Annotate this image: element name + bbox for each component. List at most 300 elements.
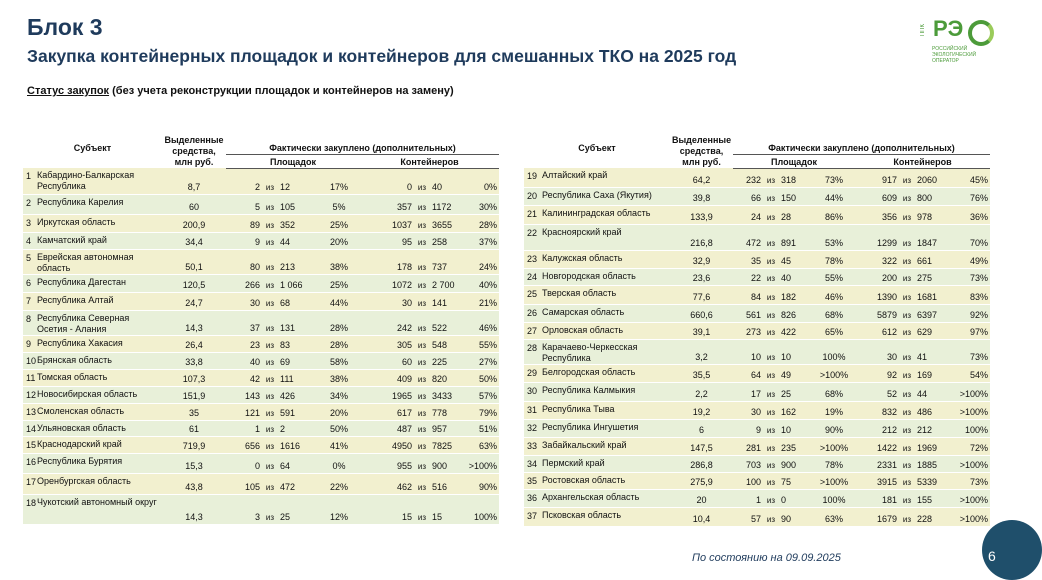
allocated-funds: 3,2: [670, 339, 733, 364]
containers-purchased: 4950: [360, 436, 414, 453]
sites-percent: 25%: [318, 274, 360, 292]
of-label: из: [763, 224, 779, 250]
table-row: [23, 274, 499, 292]
of-label: из: [262, 310, 278, 335]
allocated-funds: 35: [162, 403, 226, 420]
containers-purchased: 1422: [855, 437, 899, 455]
sites-planned: 150: [779, 187, 813, 205]
containers-purchased: 52: [855, 382, 899, 401]
region-name: Оренбургская область: [35, 473, 162, 494]
sites-percent: 19%: [813, 401, 855, 419]
table-row: [524, 187, 990, 205]
sites-planned: 0: [779, 489, 813, 507]
of-label: из: [262, 168, 278, 194]
table-row: [23, 310, 499, 335]
sites-planned: 64: [278, 453, 318, 473]
containers-planned: 486: [915, 401, 949, 419]
sites-planned: 591: [278, 403, 318, 420]
containers-planned: 5339: [915, 472, 949, 489]
sites-planned: 422: [779, 322, 813, 339]
of-label: из: [262, 292, 278, 310]
containers-purchased: 1965: [360, 386, 414, 403]
row-number: 30: [524, 382, 540, 401]
containers-purchased: 30: [360, 292, 414, 310]
containers-percent: 27%: [466, 352, 499, 369]
sites-purchased: 3: [226, 494, 262, 524]
region-name: Республика Хакасия: [35, 335, 162, 352]
sites-percent: 20%: [318, 232, 360, 249]
allocated-funds: 10,4: [670, 507, 733, 526]
sites-purchased: 42: [226, 369, 262, 386]
sites-purchased: 143: [226, 386, 262, 403]
containers-percent: 57%: [466, 386, 499, 403]
region-name: Тверская область: [540, 285, 670, 304]
allocated-funds: 39,1: [670, 322, 733, 339]
of-label: из: [414, 232, 430, 249]
containers-purchased: 1390: [855, 285, 899, 304]
containers-purchased: 357: [360, 194, 414, 214]
sites-planned: 90: [779, 507, 813, 526]
sites-purchased: 281: [733, 437, 763, 455]
table-row: [524, 285, 990, 304]
containers-purchased: 5879: [855, 304, 899, 322]
sites-purchased: 2: [226, 168, 262, 194]
sites-purchased: 30: [226, 292, 262, 310]
of-label: из: [414, 194, 430, 214]
of-label: из: [414, 335, 430, 352]
sites-percent: 17%: [318, 168, 360, 194]
row-number: 32: [524, 419, 540, 437]
sites-percent: 63%: [813, 507, 855, 526]
containers-planned: 1681: [915, 285, 949, 304]
sites-planned: 45: [779, 250, 813, 268]
col-subject: Субъект: [73, 142, 112, 153]
sites-percent: 55%: [813, 268, 855, 285]
containers-percent: 70%: [949, 224, 990, 250]
containers-planned: 41: [915, 339, 949, 364]
row-number: 10: [23, 352, 35, 369]
sites-planned: 40: [779, 268, 813, 285]
row-number: 7: [23, 292, 35, 310]
row-number: 12: [23, 386, 35, 403]
col-sites: Площадок: [226, 154, 360, 168]
containers-purchased: 832: [855, 401, 899, 419]
allocated-funds: 8,7: [162, 168, 226, 194]
of-label: из: [763, 339, 779, 364]
of-label: из: [763, 382, 779, 401]
table-row: [23, 194, 499, 214]
containers-percent: >100%: [949, 401, 990, 419]
sites-percent: 50%: [318, 420, 360, 436]
of-label: из: [899, 339, 915, 364]
containers-percent: >100%: [949, 382, 990, 401]
allocated-funds: 216,8: [670, 224, 733, 250]
row-number: 13: [23, 403, 35, 420]
row-number: 2: [23, 194, 35, 214]
col-containers: Контейнеров: [360, 154, 499, 168]
of-label: из: [763, 285, 779, 304]
row-number: 28: [524, 339, 540, 364]
of-label: из: [899, 250, 915, 268]
containers-planned: 1885: [915, 455, 949, 472]
sites-percent: 100%: [813, 489, 855, 507]
region-name: Республика Саха (Якутия): [540, 187, 670, 205]
sites-purchased: 24: [733, 205, 763, 224]
sites-percent: 22%: [318, 473, 360, 494]
of-label: из: [414, 214, 430, 232]
containers-planned: 44: [915, 382, 949, 401]
table-row: [23, 473, 499, 494]
sites-planned: 111: [278, 369, 318, 386]
containers-purchased: 181: [855, 489, 899, 507]
allocated-funds: 6: [670, 419, 733, 437]
table-row: [524, 205, 990, 224]
containers-percent: 46%: [466, 310, 499, 335]
allocated-funds: 61: [162, 420, 226, 436]
region-name: Калининградская область: [540, 205, 670, 224]
sites-percent: 46%: [813, 285, 855, 304]
row-number: 34: [524, 455, 540, 472]
containers-planned: 978: [915, 205, 949, 224]
sites-percent: 68%: [813, 382, 855, 401]
containers-percent: 83%: [949, 285, 990, 304]
sites-percent: 28%: [318, 335, 360, 352]
of-label: из: [262, 420, 278, 436]
of-label: из: [899, 364, 915, 382]
allocated-funds: 275,9: [670, 472, 733, 489]
containers-planned: 3433: [430, 386, 466, 403]
allocated-funds: 200,9: [162, 214, 226, 232]
containers-percent: 100%: [466, 494, 499, 524]
containers-planned: 661: [915, 250, 949, 268]
allocated-funds: 15,3: [162, 453, 226, 473]
logo-ring-icon: [968, 20, 994, 46]
region-name: Томская область: [35, 369, 162, 386]
sites-purchased: 23: [226, 335, 262, 352]
sites-planned: 2: [278, 420, 318, 436]
containers-purchased: 95: [360, 232, 414, 249]
of-label: из: [262, 386, 278, 403]
status-caption: [27, 85, 454, 97]
sites-percent: 41%: [318, 436, 360, 453]
region-name: Орловская область: [540, 322, 670, 339]
table-row: [524, 168, 990, 187]
sites-purchased: 273: [733, 322, 763, 339]
row-number: 15: [23, 436, 35, 453]
table-row: [23, 453, 499, 473]
allocated-funds: 660,6: [670, 304, 733, 322]
of-label: из: [414, 453, 430, 473]
containers-percent: >100%: [466, 453, 499, 473]
sites-purchased: 656: [226, 436, 262, 453]
sites-percent: 44%: [813, 187, 855, 205]
region-name: Брянская область: [35, 352, 162, 369]
allocated-funds: 64,2: [670, 168, 733, 187]
containers-purchased: 30: [855, 339, 899, 364]
col-allocated: Выделенные средства, млн руб.: [164, 135, 224, 167]
region-name: Республика Алтай: [35, 292, 162, 310]
containers-purchased: 609: [855, 187, 899, 205]
sites-percent: 38%: [318, 369, 360, 386]
row-number: 21: [524, 205, 540, 224]
containers-percent: 73%: [949, 339, 990, 364]
sites-planned: 25: [779, 382, 813, 401]
of-label: из: [899, 205, 915, 224]
logo-brand: РЭ: [933, 16, 964, 41]
of-label: из: [763, 489, 779, 507]
containers-purchased: 15: [360, 494, 414, 524]
sites-purchased: 84: [733, 285, 763, 304]
table-row: [23, 335, 499, 352]
allocated-funds: 719,9: [162, 436, 226, 453]
block-title: Блок 3: [27, 14, 103, 40]
allocated-funds: 50,1: [162, 249, 226, 274]
containers-planned: 3655: [430, 214, 466, 232]
region-name: Карачаево-Черкесская Республика: [540, 339, 670, 364]
containers-purchased: 305: [360, 335, 414, 352]
logo-ppk: ППК: [920, 24, 926, 37]
containers-percent: >100%: [949, 455, 990, 472]
of-label: из: [763, 304, 779, 322]
of-label: из: [763, 322, 779, 339]
region-name: Самарская область: [540, 304, 670, 322]
containers-percent: 90%: [466, 473, 499, 494]
table-row: [524, 455, 990, 472]
containers-purchased: 200: [855, 268, 899, 285]
containers-purchased: 3915: [855, 472, 899, 489]
sites-planned: 318: [779, 168, 813, 187]
allocated-funds: 19,2: [670, 401, 733, 419]
containers-percent: 37%: [466, 232, 499, 249]
containers-planned: 212: [915, 419, 949, 437]
sites-purchased: 472: [733, 224, 763, 250]
table-row: [524, 224, 990, 250]
allocated-funds: 23,6: [670, 268, 733, 285]
of-label: из: [899, 507, 915, 526]
reo-logo: [918, 16, 998, 76]
sites-percent: 5%: [318, 194, 360, 214]
region-name: Смоленская область: [35, 403, 162, 420]
sites-percent: 12%: [318, 494, 360, 524]
containers-purchased: 1037: [360, 214, 414, 232]
allocated-funds: 286,8: [670, 455, 733, 472]
containers-percent: 73%: [949, 268, 990, 285]
of-label: из: [763, 168, 779, 187]
of-label: из: [262, 335, 278, 352]
sites-percent: 34%: [318, 386, 360, 403]
sites-percent: 38%: [318, 249, 360, 274]
of-label: из: [899, 268, 915, 285]
table-row: [524, 382, 990, 401]
sites-purchased: 703: [733, 455, 763, 472]
containers-percent: 0%: [466, 168, 499, 194]
sites-purchased: 64: [733, 364, 763, 382]
of-label: из: [899, 437, 915, 455]
row-number: 5: [23, 249, 35, 274]
region-name: Красноярский край: [540, 224, 670, 250]
of-label: из: [414, 274, 430, 292]
sites-planned: 213: [278, 249, 318, 274]
allocated-funds: 34,4: [162, 232, 226, 249]
containers-percent: 21%: [466, 292, 499, 310]
containers-percent: 73%: [949, 472, 990, 489]
region-name: Республика Северная Осетия - Алания: [35, 310, 162, 335]
sites-planned: 426: [278, 386, 318, 403]
of-label: из: [414, 386, 430, 403]
of-label: из: [262, 494, 278, 524]
region-name: Новгородская область: [540, 268, 670, 285]
sites-planned: 182: [779, 285, 813, 304]
table-row: [23, 494, 499, 524]
allocated-funds: 14,3: [162, 310, 226, 335]
allocated-funds: 77,6: [670, 285, 733, 304]
of-label: из: [899, 285, 915, 304]
containers-planned: 155: [915, 489, 949, 507]
allocated-funds: 24,7: [162, 292, 226, 310]
of-label: из: [763, 187, 779, 205]
sites-planned: 1 066: [278, 274, 318, 292]
sites-planned: 826: [779, 304, 813, 322]
table-row: [524, 268, 990, 285]
table-row: [23, 232, 499, 249]
region-name: Республика Тыва: [540, 401, 670, 419]
region-name: Ростовская область: [540, 472, 670, 489]
containers-percent: 30%: [466, 194, 499, 214]
row-number: 1: [23, 168, 35, 194]
containers-planned: 228: [915, 507, 949, 526]
of-label: из: [899, 455, 915, 472]
table-row: [23, 403, 499, 420]
row-number: 25: [524, 285, 540, 304]
status-lead: Статус закупок: [27, 85, 110, 97]
sites-planned: 105: [278, 194, 318, 214]
sites-purchased: 22: [733, 268, 763, 285]
containers-planned: 737: [430, 249, 466, 274]
of-label: из: [262, 232, 278, 249]
sites-percent: >100%: [813, 364, 855, 382]
containers-purchased: 322: [855, 250, 899, 268]
region-name: Республика Калмыкия: [540, 382, 670, 401]
containers-planned: 1847: [915, 224, 949, 250]
of-label: из: [899, 322, 915, 339]
sites-purchased: 121: [226, 403, 262, 420]
table-row: [23, 249, 499, 274]
sites-percent: 100%: [813, 339, 855, 364]
page-number-badge: [982, 520, 1042, 580]
sites-planned: 25: [278, 494, 318, 524]
allocated-funds: 120,5: [162, 274, 226, 292]
sites-planned: 28: [779, 205, 813, 224]
sites-percent: 73%: [813, 168, 855, 187]
sites-planned: 162: [779, 401, 813, 419]
sites-planned: 12: [278, 168, 318, 194]
row-number: 14: [23, 420, 35, 436]
of-label: из: [262, 473, 278, 494]
of-label: из: [414, 436, 430, 453]
sites-planned: 49: [779, 364, 813, 382]
region-name: Краснодарский край: [35, 436, 162, 453]
containers-percent: >100%: [949, 507, 990, 526]
sites-percent: 53%: [813, 224, 855, 250]
table-row: [524, 364, 990, 382]
sites-purchased: 9: [226, 232, 262, 249]
row-number: 35: [524, 472, 540, 489]
of-label: из: [414, 369, 430, 386]
page-number: 6: [988, 548, 996, 564]
containers-planned: 141: [430, 292, 466, 310]
region-name: Архангельская область: [540, 489, 670, 507]
region-name: Еврейская автономная область: [35, 249, 162, 274]
sites-planned: 69: [278, 352, 318, 369]
row-number: 11: [23, 369, 35, 386]
sites-planned: 68: [278, 292, 318, 310]
of-label: из: [763, 250, 779, 268]
allocated-funds: 147,5: [670, 437, 733, 455]
table-row: [524, 489, 990, 507]
of-label: из: [899, 401, 915, 419]
sites-percent: 0%: [318, 453, 360, 473]
row-number: 23: [524, 250, 540, 268]
containers-planned: 169: [915, 364, 949, 382]
row-number: 36: [524, 489, 540, 507]
of-label: из: [262, 453, 278, 473]
row-number: 29: [524, 364, 540, 382]
col-purchased: Фактически закуплено (дополнительных): [269, 142, 456, 153]
sites-planned: 900: [779, 455, 813, 472]
containers-percent: 28%: [466, 214, 499, 232]
table-row: [23, 386, 499, 403]
containers-purchased: 242: [360, 310, 414, 335]
row-number: 19: [524, 168, 540, 187]
sites-percent: 65%: [813, 322, 855, 339]
region-name: Республика Дагестан: [35, 274, 162, 292]
of-label: из: [899, 382, 915, 401]
containers-purchased: 1679: [855, 507, 899, 526]
table-row: [23, 292, 499, 310]
containers-planned: 522: [430, 310, 466, 335]
region-name: Новосибирская область: [35, 386, 162, 403]
of-label: из: [899, 304, 915, 322]
sites-planned: 891: [779, 224, 813, 250]
containers-purchased: 60: [360, 352, 414, 369]
row-number: 17: [23, 473, 35, 494]
containers-percent: 92%: [949, 304, 990, 322]
of-label: из: [763, 507, 779, 526]
row-number: 33: [524, 437, 540, 455]
sites-purchased: 1: [226, 420, 262, 436]
sites-percent: 20%: [318, 403, 360, 420]
containers-planned: 15: [430, 494, 466, 524]
of-label: из: [262, 403, 278, 420]
sites-percent: 86%: [813, 205, 855, 224]
containers-planned: 548: [430, 335, 466, 352]
containers-percent: >100%: [949, 489, 990, 507]
sites-purchased: 30: [733, 401, 763, 419]
sites-purchased: 5: [226, 194, 262, 214]
containers-purchased: 409: [360, 369, 414, 386]
sites-percent: 25%: [318, 214, 360, 232]
of-label: из: [899, 224, 915, 250]
containers-percent: 79%: [466, 403, 499, 420]
of-label: из: [899, 472, 915, 489]
containers-percent: 49%: [949, 250, 990, 268]
of-label: из: [763, 437, 779, 455]
of-label: из: [414, 494, 430, 524]
region-name: Камчатский край: [35, 232, 162, 249]
of-label: из: [262, 194, 278, 214]
of-label: из: [414, 473, 430, 494]
table-row: [524, 250, 990, 268]
